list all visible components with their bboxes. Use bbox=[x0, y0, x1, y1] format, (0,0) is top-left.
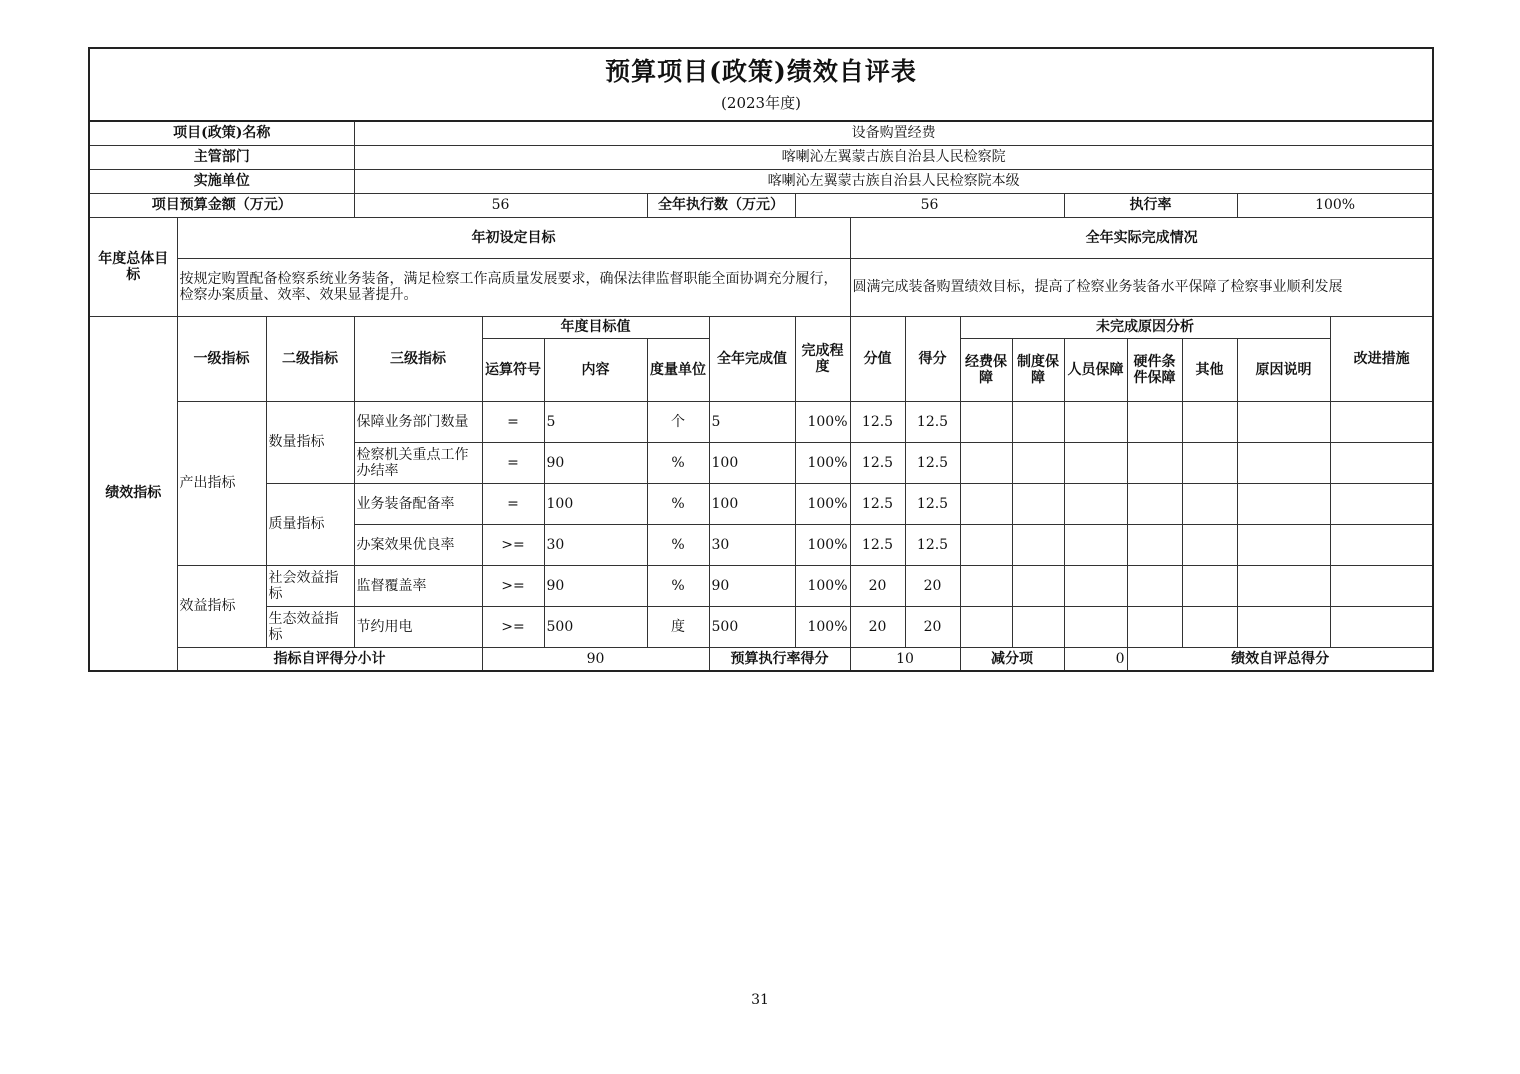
indicator-unit: 个 bbox=[647, 401, 709, 442]
indicator-operator: = bbox=[482, 483, 544, 524]
content-header: 内容 bbox=[544, 338, 647, 401]
degree-header: 完成程度 bbox=[795, 316, 850, 401]
indicator-operator: >= bbox=[482, 565, 544, 606]
empty-cell bbox=[1012, 565, 1064, 606]
indicator-actual: 30 bbox=[709, 524, 795, 565]
evaluation-sheet bbox=[88, 47, 1434, 672]
initial-goal-header: 年初设定目标 bbox=[177, 217, 850, 258]
budget-amount-label: 项目预算金额（万元） bbox=[89, 193, 354, 217]
performance-indicators-label: 绩效指标 bbox=[89, 316, 177, 671]
empty-cell bbox=[960, 401, 1012, 442]
indicator-weight: 12.5 bbox=[850, 483, 905, 524]
indicator-name: 节约用电 bbox=[354, 606, 482, 647]
page-title: 预算项目(政策)绩效自评表 bbox=[605, 57, 917, 86]
indicator-score: 12.5 bbox=[905, 442, 960, 483]
budget-score-label: 预算执行率得分 bbox=[709, 647, 850, 671]
empty-cell bbox=[1064, 565, 1127, 606]
annual-target-header: 年度目标值 bbox=[482, 316, 709, 338]
indicator-operator: = bbox=[482, 442, 544, 483]
indicator-degree: 100% bbox=[795, 565, 850, 606]
annual-goal-label: 年度总体目标 bbox=[89, 217, 177, 316]
empty-cell bbox=[1012, 483, 1064, 524]
empty-cell bbox=[1012, 524, 1064, 565]
actual-completion-text: 圆满完成装备购置绩效目标，提高了检察业务装备水平保障了检察事业顺利发展 bbox=[850, 258, 1433, 316]
empty-cell bbox=[1330, 442, 1433, 483]
execution-amount-value: 56 bbox=[795, 193, 1064, 217]
reason-system-header: 制度保障 bbox=[1012, 338, 1064, 401]
indicator-content: 100 bbox=[544, 483, 647, 524]
indicator-actual: 90 bbox=[709, 565, 795, 606]
indicator-operator: >= bbox=[482, 524, 544, 565]
empty-cell bbox=[1237, 565, 1330, 606]
empty-cell bbox=[1330, 483, 1433, 524]
page-number: 31 bbox=[751, 992, 769, 1008]
execution-rate-label: 执行率 bbox=[1064, 193, 1237, 217]
indicator-weight: 12.5 bbox=[850, 442, 905, 483]
indicator-unit: % bbox=[647, 565, 709, 606]
empty-cell bbox=[960, 442, 1012, 483]
indicator-name: 保障业务部门数量 bbox=[354, 401, 482, 442]
total-score-label: 绩效自评总得分 bbox=[1127, 647, 1433, 671]
empty-cell bbox=[1237, 442, 1330, 483]
indicator-actual: 500 bbox=[709, 606, 795, 647]
empty-cell bbox=[1330, 401, 1433, 442]
indicator-content: 30 bbox=[544, 524, 647, 565]
empty-cell bbox=[960, 606, 1012, 647]
empty-cell bbox=[1012, 606, 1064, 647]
implementing-unit-value: 喀喇沁左翼蒙古族自治县人民检察院本级 bbox=[354, 169, 1433, 193]
indicator-weight: 12.5 bbox=[850, 401, 905, 442]
level2-header: 二级指标 bbox=[266, 316, 354, 401]
reason-hardware-header: 硬件条件保障 bbox=[1127, 338, 1182, 401]
empty-cell bbox=[960, 524, 1012, 565]
actual-value-header: 全年完成值 bbox=[709, 316, 795, 401]
quantity-indicator-group: 数量指标 bbox=[266, 401, 354, 483]
indicator-name: 监督覆盖率 bbox=[354, 565, 482, 606]
table-row bbox=[89, 606, 1433, 647]
empty-cell bbox=[1127, 524, 1182, 565]
indicator-content: 90 bbox=[544, 565, 647, 606]
summary-row bbox=[89, 647, 1433, 671]
empty-cell bbox=[960, 565, 1012, 606]
evaluation-table bbox=[88, 120, 1434, 672]
indicator-degree: 100% bbox=[795, 442, 850, 483]
department-value: 喀喇沁左翼蒙古族自治县人民检察院 bbox=[354, 145, 1433, 169]
empty-cell bbox=[1182, 565, 1237, 606]
deduction-value: 0 bbox=[1064, 647, 1127, 671]
score-header: 得分 bbox=[905, 316, 960, 401]
empty-cell bbox=[1237, 524, 1330, 565]
weight-header: 分值 bbox=[850, 316, 905, 401]
social-benefit-group: 社会效益指标 bbox=[266, 565, 354, 606]
indicator-score: 12.5 bbox=[905, 483, 960, 524]
indicator-degree: 100% bbox=[795, 401, 850, 442]
project-name-value: 设备购置经费 bbox=[354, 121, 1433, 145]
indicator-content: 500 bbox=[544, 606, 647, 647]
table-row bbox=[89, 483, 1433, 524]
empty-cell bbox=[1064, 401, 1127, 442]
indicator-degree: 100% bbox=[795, 606, 850, 647]
empty-cell bbox=[1182, 442, 1237, 483]
indicator-operator: = bbox=[482, 401, 544, 442]
table-row bbox=[89, 401, 1433, 442]
level1-header: 一级指标 bbox=[177, 316, 266, 401]
eco-benefit-group: 生态效益指标 bbox=[266, 606, 354, 647]
actual-completion-header: 全年实际完成情况 bbox=[850, 217, 1433, 258]
table-row bbox=[89, 565, 1433, 606]
empty-cell bbox=[1127, 401, 1182, 442]
indicator-unit: 度 bbox=[647, 606, 709, 647]
empty-cell bbox=[960, 483, 1012, 524]
empty-cell bbox=[1012, 401, 1064, 442]
indicator-actual: 5 bbox=[709, 401, 795, 442]
indicator-name: 办案效果优良率 bbox=[354, 524, 482, 565]
budget-amount-value: 56 bbox=[354, 193, 647, 217]
budget-score-value: 10 bbox=[850, 647, 960, 671]
project-name-label: 项目(政策)名称 bbox=[89, 121, 354, 145]
title-block bbox=[88, 47, 1434, 120]
indicator-content: 5 bbox=[544, 401, 647, 442]
indicator-score: 12.5 bbox=[905, 524, 960, 565]
empty-cell bbox=[1182, 606, 1237, 647]
empty-cell bbox=[1182, 401, 1237, 442]
level3-header: 三级指标 bbox=[354, 316, 482, 401]
indicator-unit: % bbox=[647, 483, 709, 524]
indicator-score: 20 bbox=[905, 606, 960, 647]
execution-amount-label: 全年执行数（万元） bbox=[647, 193, 795, 217]
indicator-score: 20 bbox=[905, 565, 960, 606]
empty-cell bbox=[1127, 442, 1182, 483]
empty-cell bbox=[1064, 442, 1127, 483]
empty-cell bbox=[1237, 483, 1330, 524]
indicator-unit: % bbox=[647, 442, 709, 483]
empty-cell bbox=[1064, 606, 1127, 647]
unit-header: 度量单位 bbox=[647, 338, 709, 401]
indicator-content: 90 bbox=[544, 442, 647, 483]
reason-analysis-header: 未完成原因分析 bbox=[960, 316, 1330, 338]
operator-header: 运算符号 bbox=[482, 338, 544, 401]
empty-cell bbox=[1064, 524, 1127, 565]
indicator-name: 业务装备配备率 bbox=[354, 483, 482, 524]
indicator-actual: 100 bbox=[709, 442, 795, 483]
empty-cell bbox=[1182, 483, 1237, 524]
empty-cell bbox=[1182, 524, 1237, 565]
improvement-header: 改进措施 bbox=[1330, 316, 1433, 401]
execution-rate-value: 100% bbox=[1237, 193, 1433, 217]
deduction-label: 减分项 bbox=[960, 647, 1064, 671]
indicator-degree: 100% bbox=[795, 483, 850, 524]
indicator-unit: % bbox=[647, 524, 709, 565]
indicator-score: 12.5 bbox=[905, 401, 960, 442]
empty-cell bbox=[1330, 565, 1433, 606]
indicator-weight: 20 bbox=[850, 565, 905, 606]
empty-cell bbox=[1330, 606, 1433, 647]
initial-goal-text: 按规定购置配备检察系统业务装备，满足检察工作高质量发展要求，确保法律监督职能全面协调充分履行，检察办案质量、效率、效果显著提升。 bbox=[177, 258, 850, 316]
indicator-weight: 12.5 bbox=[850, 524, 905, 565]
reason-other-header: 其他 bbox=[1182, 338, 1237, 401]
indicator-actual: 100 bbox=[709, 483, 795, 524]
empty-cell bbox=[1012, 442, 1064, 483]
implementing-unit-label: 实施单位 bbox=[89, 169, 354, 193]
benefit-indicator-group: 效益指标 bbox=[177, 565, 266, 647]
department-label: 主管部门 bbox=[89, 145, 354, 169]
empty-cell bbox=[1237, 401, 1330, 442]
output-indicator-group: 产出指标 bbox=[177, 401, 266, 565]
reason-staff-header: 人员保障 bbox=[1064, 338, 1127, 401]
empty-cell bbox=[1237, 606, 1330, 647]
empty-cell bbox=[1127, 606, 1182, 647]
subtotal-value: 90 bbox=[482, 647, 709, 671]
empty-cell bbox=[1330, 524, 1433, 565]
indicator-name: 检察机关重点工作办结率 bbox=[354, 442, 482, 483]
indicator-operator: >= bbox=[482, 606, 544, 647]
indicator-weight: 20 bbox=[850, 606, 905, 647]
reason-fund-header: 经费保障 bbox=[960, 338, 1012, 401]
year-label: (2023年度) bbox=[721, 94, 801, 112]
empty-cell bbox=[1127, 565, 1182, 606]
empty-cell bbox=[1064, 483, 1127, 524]
subtotal-label: 指标自评得分小计 bbox=[177, 647, 482, 671]
indicator-degree: 100% bbox=[795, 524, 850, 565]
reason-explain-header: 原因说明 bbox=[1237, 338, 1330, 401]
empty-cell bbox=[1127, 483, 1182, 524]
quality-indicator-group: 质量指标 bbox=[266, 483, 354, 565]
